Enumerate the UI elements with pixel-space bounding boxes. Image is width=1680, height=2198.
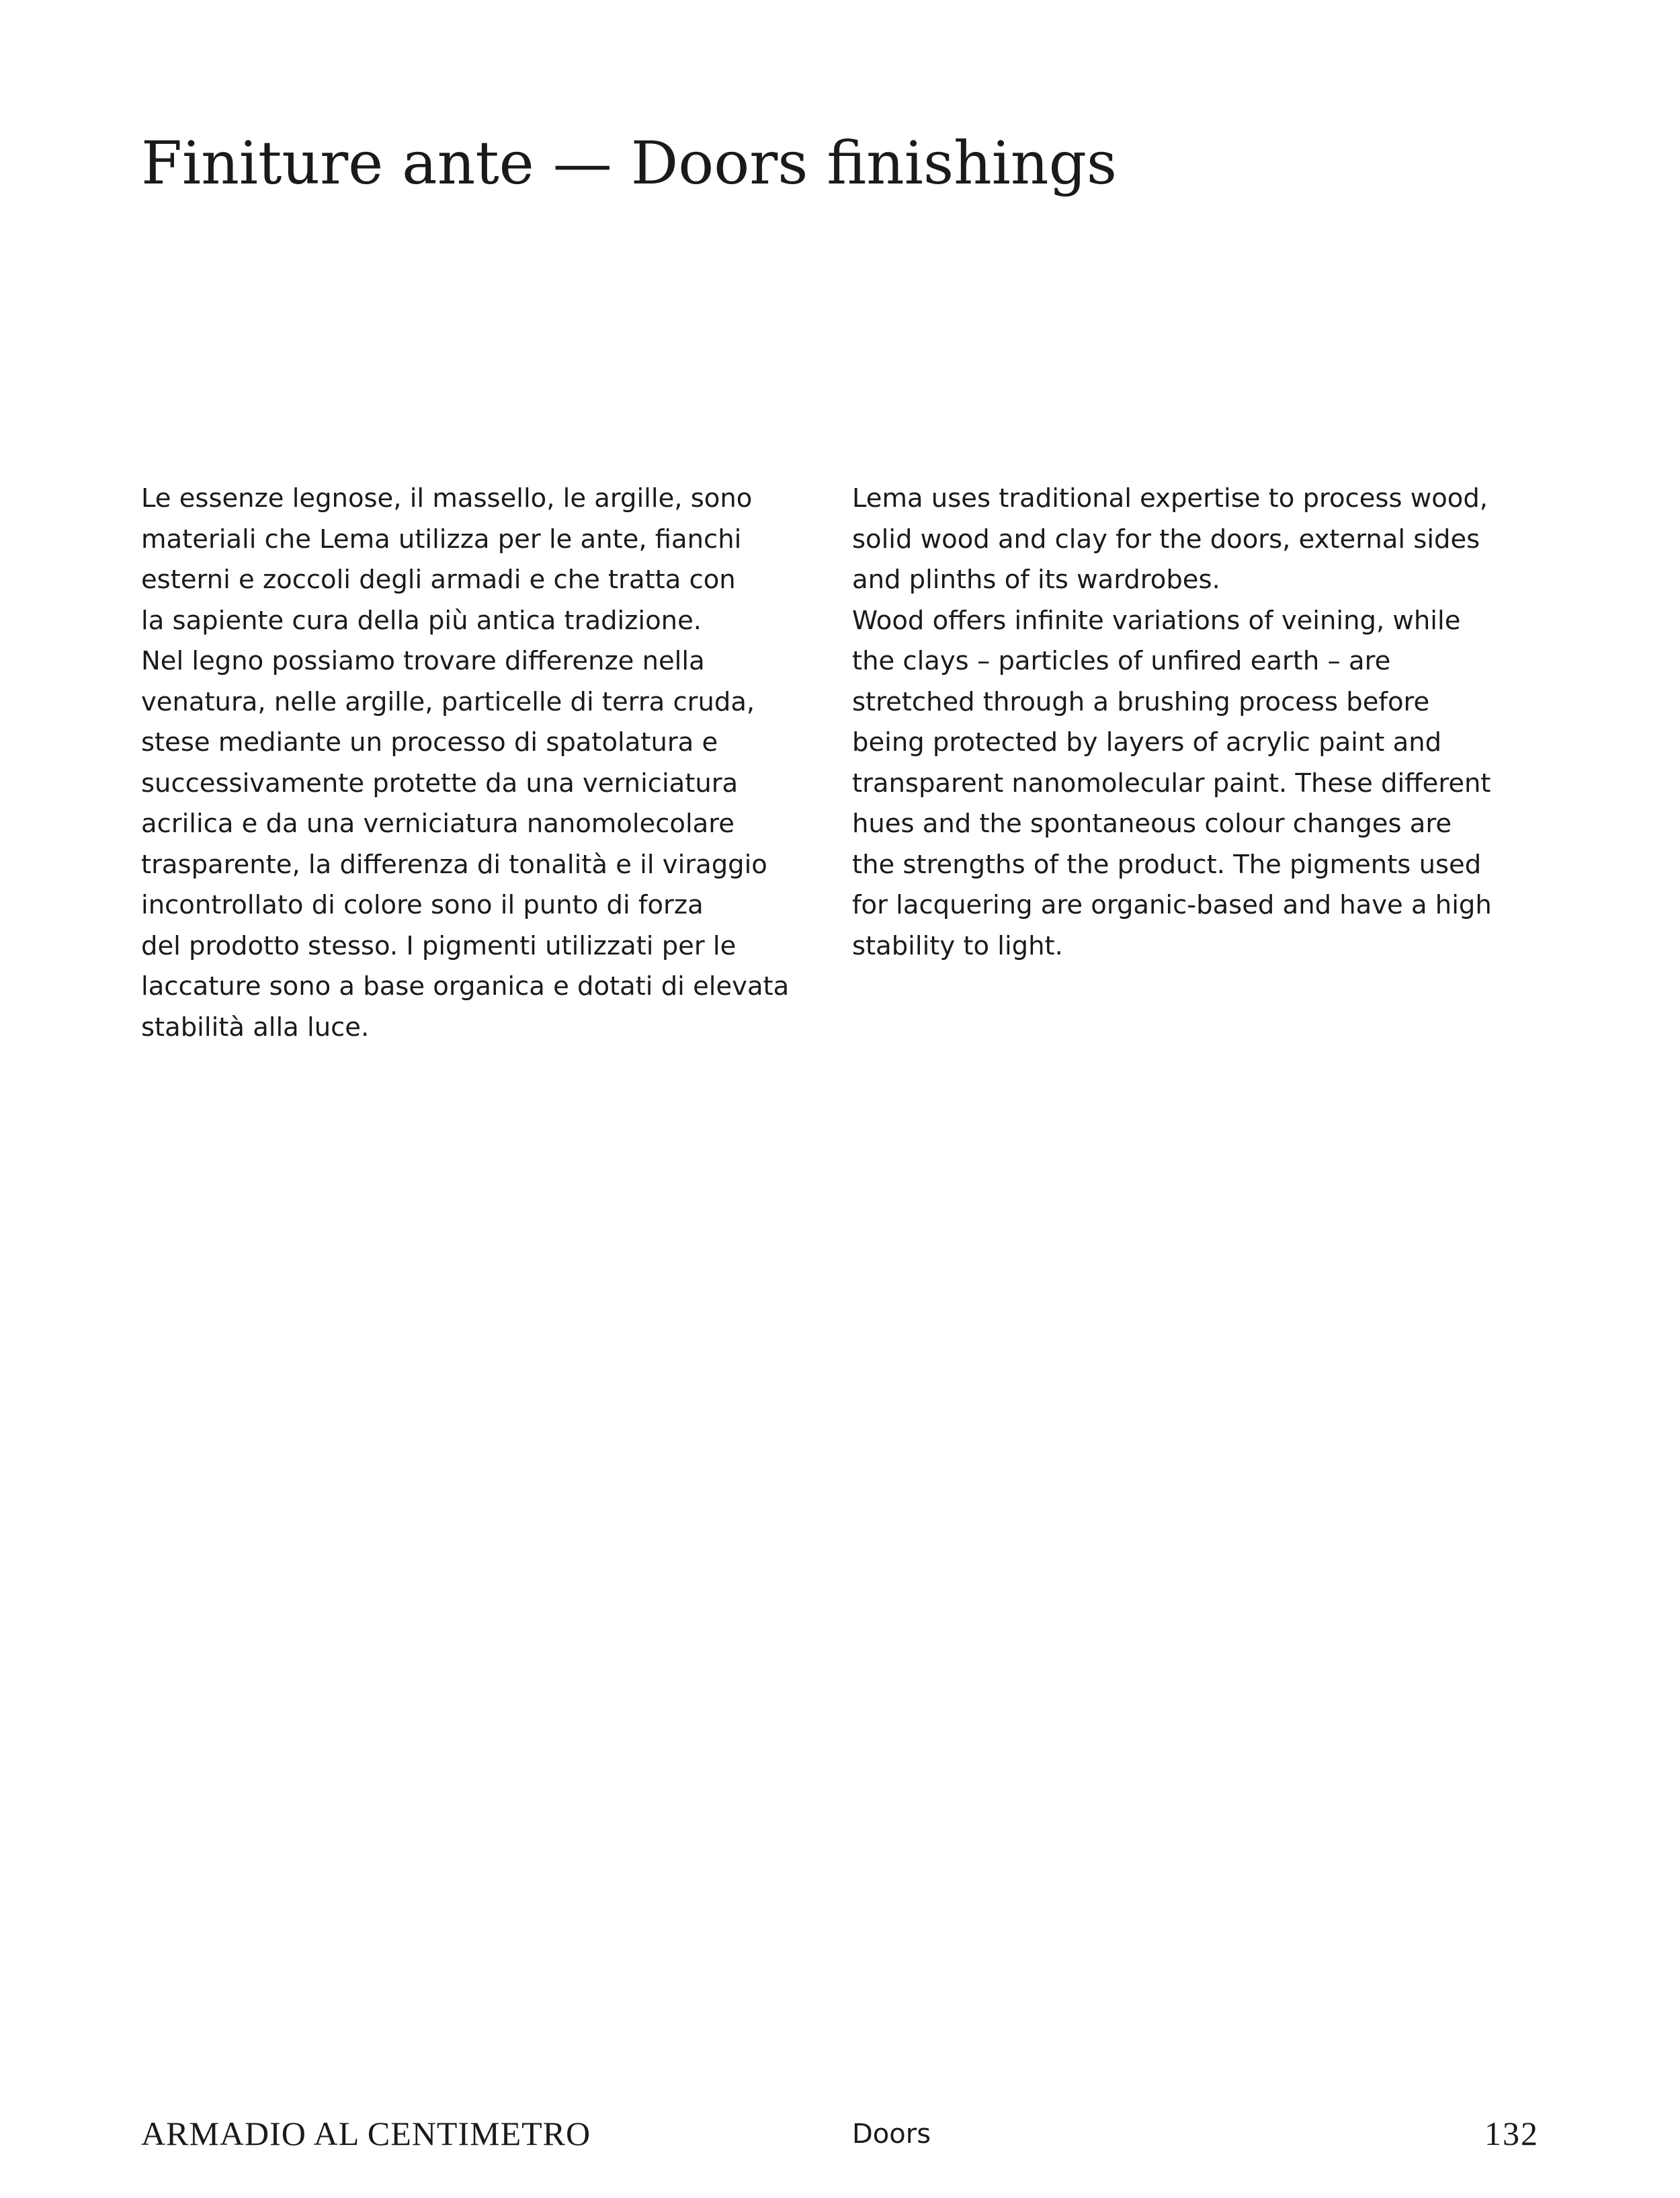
english-text-column <box>852 479 1511 967</box>
italian-text-column <box>141 479 800 1048</box>
english-paragraph: Lema uses traditional expertise to process wood, solid wood and clay for the doors, external sides and plinths of its wardrobes. Wood offers infinite variations of veining, while the clays – particles of unfired earth – are stretched through a brushing process before being protected by layers of acrylic paint and transparent nanomolecular paint. These different hues and the spontaneous colour changes are the strengths of the product. The pigments used for lacquering are organic-based and have a high stability to light. <box>852 483 1492 961</box>
page-title: Finiture ante — Doors finishings <box>141 128 1118 198</box>
italian-paragraph: Le essenze legnose, il massello, le argille, sono materiali che Lema utilizza per le ante, fianchi esterni e zoccoli degli armadi e che tratta con la sapiente cura della più antica tradizione. Nel legno possiamo trovare differenze nella venatura, nelle argille, particelle di terra cruda, stese mediante un processo di spatolatura e successivamente protette da una verniciatura acrilica e da una verniciatura nanomolecolare trasparente, la differenza di tonalità e il viraggio incontrollato di colore sono il punto di forza del prodotto stesso. I pigmenti utilizzati per le laccature sono a base organica e dotati di elevata stabilità alla luce. <box>141 483 790 1043</box>
footer-section-label: Doors <box>852 2119 931 2150</box>
footer-collection-name: ARMADIO AL CENTIMETRO <box>141 2115 591 2152</box>
page-number: 132 <box>1484 2115 1539 2152</box>
